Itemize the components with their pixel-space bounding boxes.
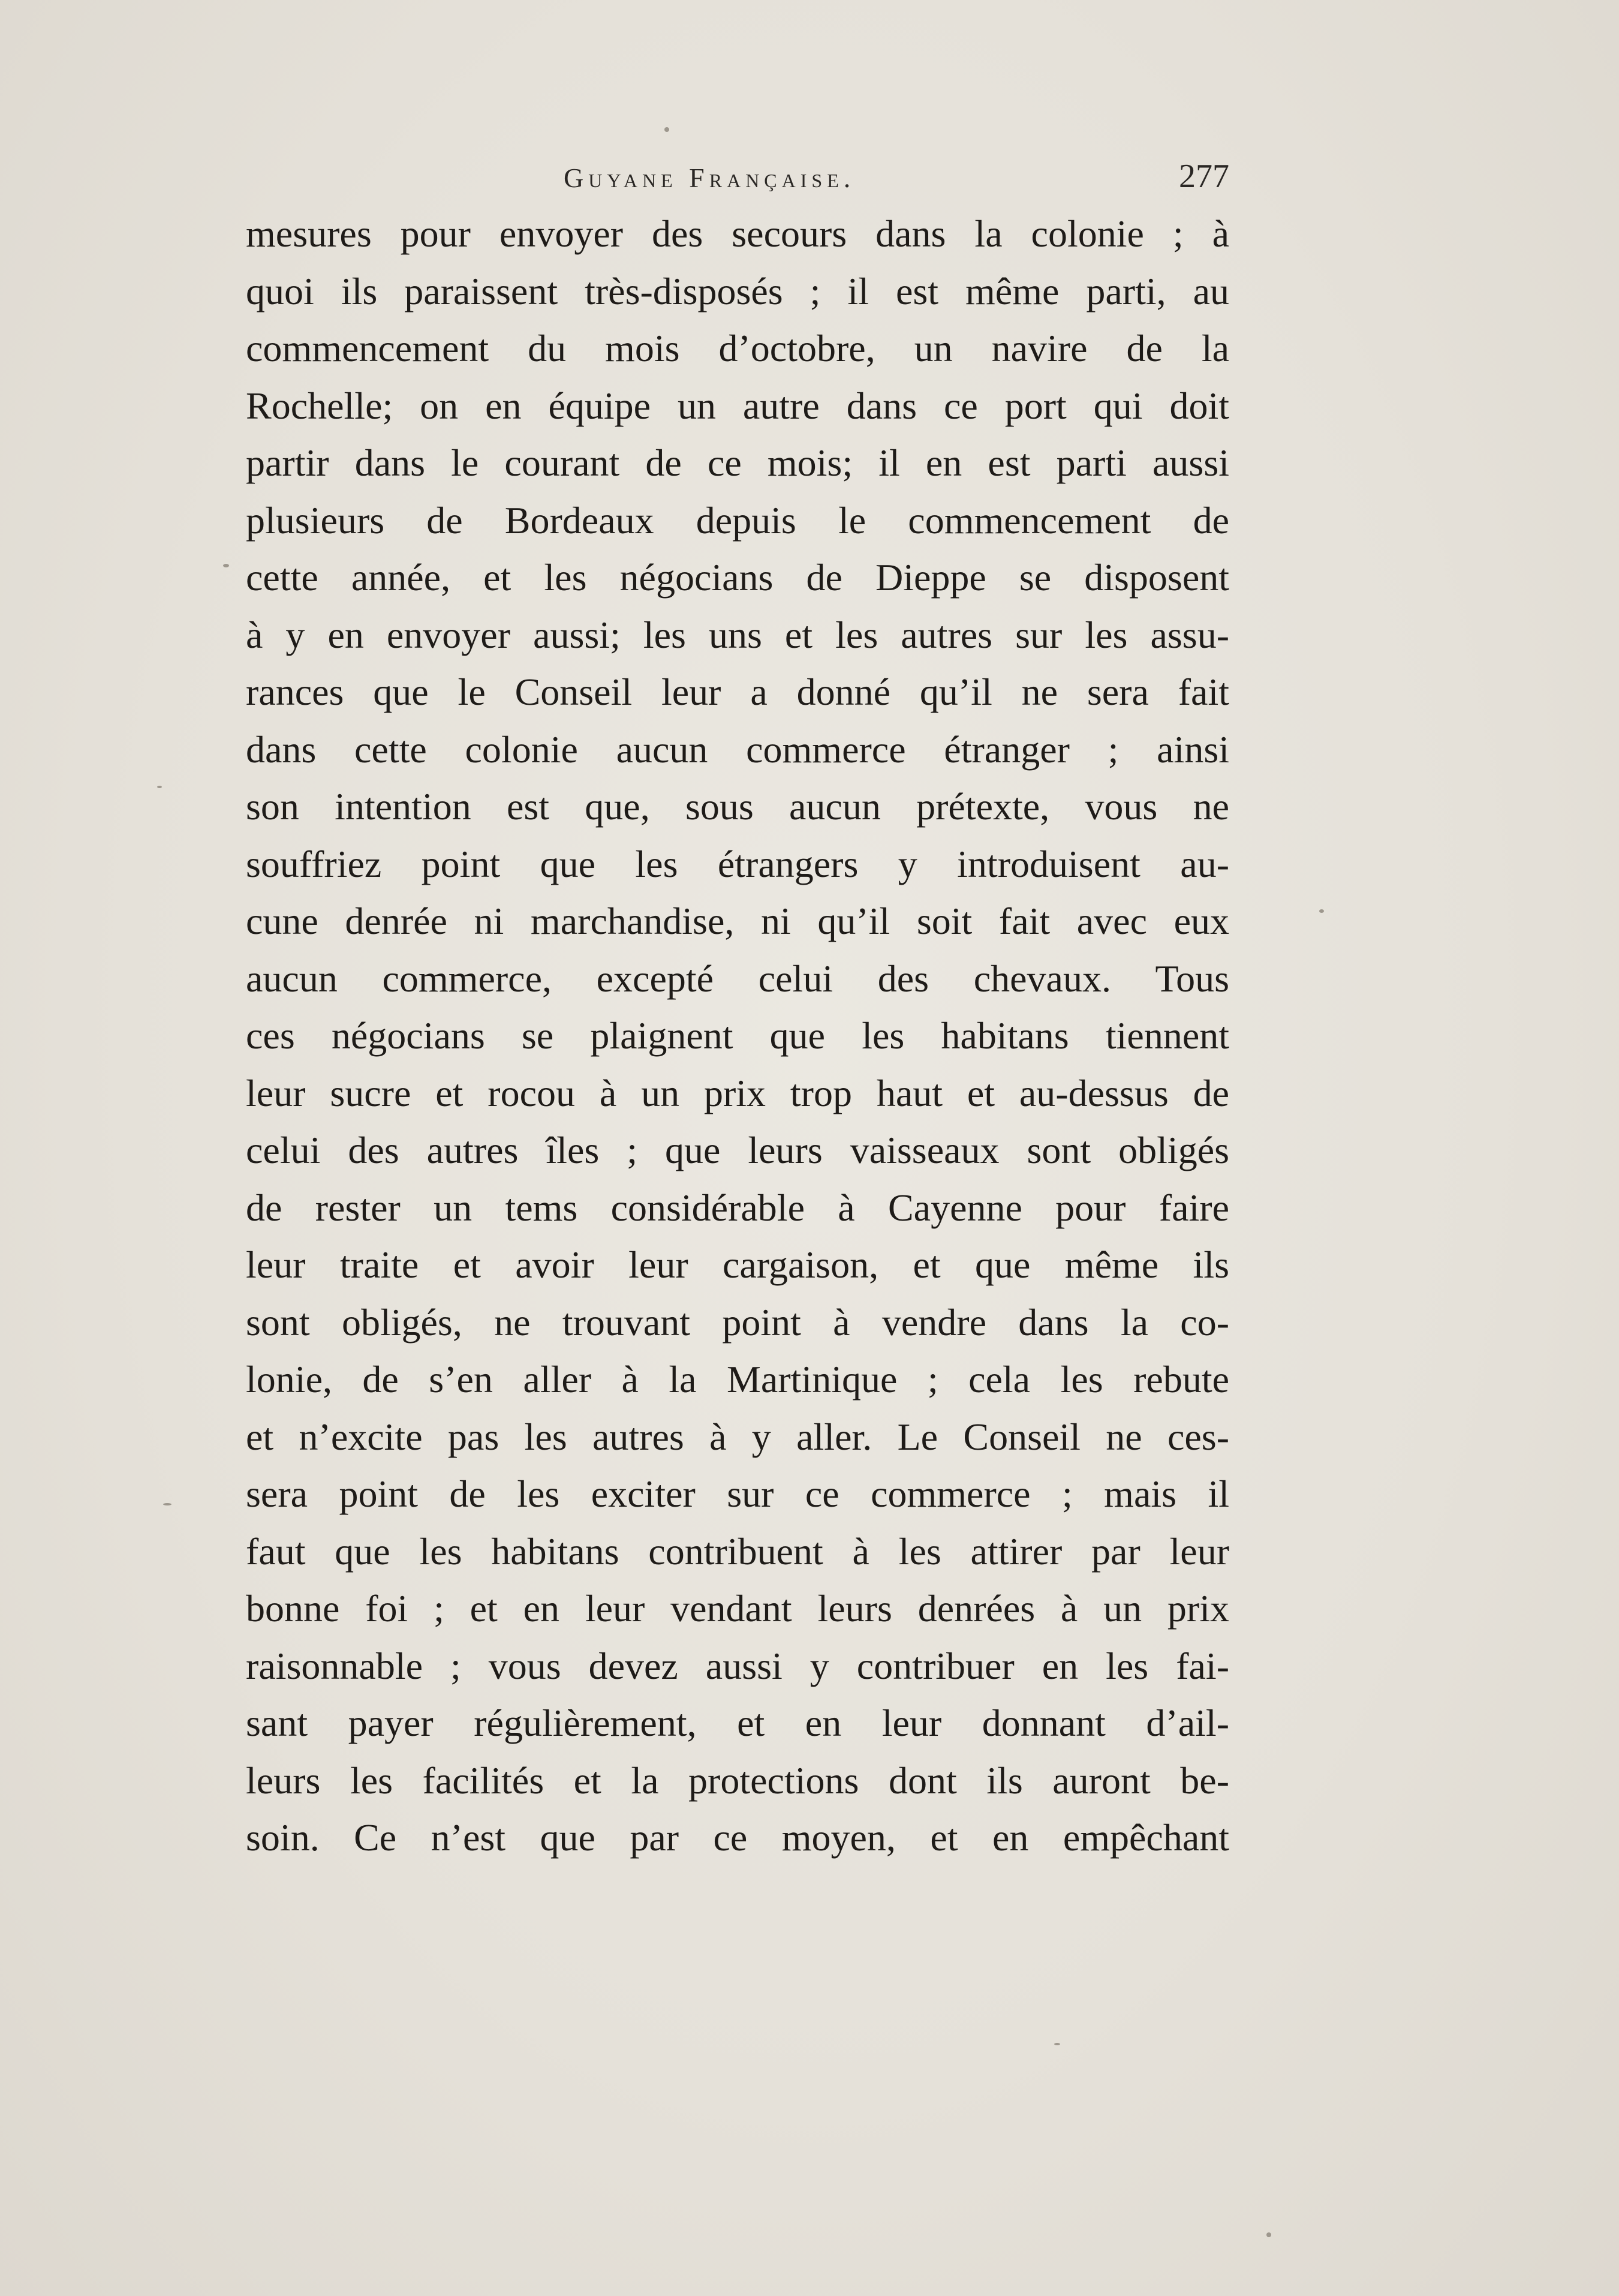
paper-speck [1054, 2043, 1060, 2045]
text-line: leurs les facilités et la protections dont ils auront be- [246, 1759, 1229, 1802]
paper-speck [157, 786, 162, 788]
text-line: soin. Ce n’est que par ce moyen, et en empêchant [246, 1816, 1229, 1859]
paper-speck [664, 127, 669, 132]
text-line: leur traite et avoir leur cargaison, et que même ils [246, 1243, 1229, 1286]
text-line: aucun commerce, excepté celui des chevaux. Tous [246, 957, 1229, 1000]
text-line: partir dans le courant de ce mois; il en est parti aussi [246, 441, 1229, 484]
text-line: à y en envoyer aussi; les uns et les autres sur les assu- [246, 613, 1229, 656]
paper-speck [163, 1503, 171, 1505]
running-title: Guyane Française. [564, 163, 856, 193]
text-line: Rochelle; on en équipe un autre dans ce port qui doit [246, 384, 1229, 427]
text-line: quoi ils paraissent très-disposés ; il est même parti, au [246, 269, 1229, 312]
text-line: mesures pour envoyer des secours dans la colonie ; à [246, 212, 1229, 255]
page-header [246, 157, 1229, 205]
text-line: bonne foi ; et en leur vendant leurs denrées à un prix [246, 1587, 1229, 1630]
text-line: leur sucre et rocou à un prix trop haut et au-dessus de [246, 1071, 1229, 1114]
text-line: cune denrée ni marchandise, ni qu’il soit fait avec eux [246, 900, 1229, 942]
paper-speck [1319, 909, 1324, 913]
text-line: de rester un tems considérable à Cayenne pour faire [246, 1186, 1229, 1229]
text-line: sont obligés, ne trouvant point à vendre dans la co- [246, 1300, 1229, 1344]
text-line: faut que les habitans contribuent à les attirer par leur [246, 1529, 1229, 1573]
text-line: raisonnable ; vous devez aussi y contribuer en les fai- [246, 1644, 1229, 1687]
text-line: son intention est que, sous aucun prétexte, vous ne [246, 785, 1229, 828]
text-line: dans cette colonie aucun commerce étranger ; ainsi [246, 728, 1229, 771]
text-line: et n’excite pas les autres à y aller. Le Conseil ne ces- [246, 1415, 1229, 1458]
paper-speck [223, 564, 229, 567]
text-line: souffriez point que les étrangers y introduisent au- [246, 842, 1229, 885]
text-line: cette année, et les négocians de Dieppe se disposent [246, 556, 1229, 599]
text-line: plusieurs de Bordeaux depuis le commencement de [246, 498, 1229, 542]
text-line: sera point de les exciter sur ce commerce ; mais il [246, 1472, 1229, 1515]
body-text [246, 205, 1229, 1867]
paper-speck [1266, 2232, 1271, 2237]
text-line: ces négocians se plaignent que les habitans tiennent [246, 1014, 1229, 1057]
text-line: rances que le Conseil leur a donné qu’il ne sera fait [246, 671, 1229, 713]
text-line: lonie, de s’en aller à la Martinique ; cela les rebute [246, 1358, 1229, 1401]
text-line: sant payer régulièrement, et en leur donnant d’ail- [246, 1702, 1229, 1744]
text-line: commencement du mois d’octobre, un navire de la [246, 327, 1229, 369]
page-number: 277 [1179, 158, 1229, 195]
text-line: celui des autres îles ; que leurs vaisseaux sont obligés [246, 1129, 1229, 1171]
